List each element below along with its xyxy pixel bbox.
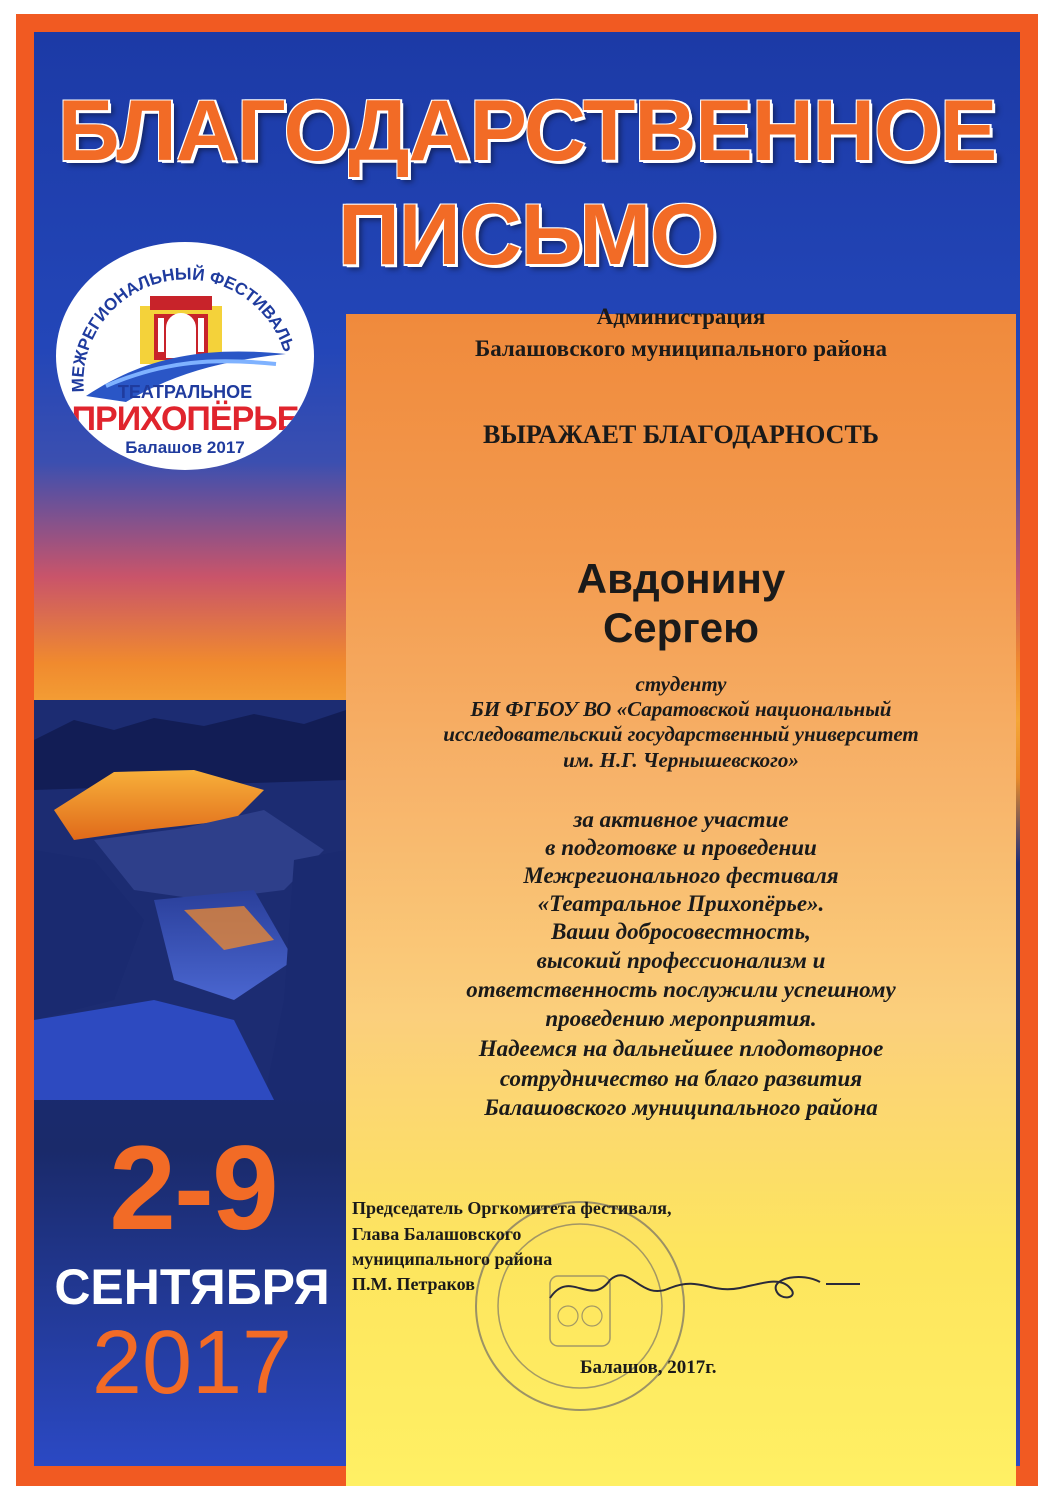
body-line: Ваши добросовестность, [551,919,811,944]
affiliation-line: им. Н.Г. Чернышевского» [563,748,799,772]
body-line: «Театральное Прихопёрье». [537,891,825,916]
festival-logo [56,242,314,470]
body-line: сотрудничество на благо развития [499,1066,863,1091]
body-line: ответственность послужили успешному [466,977,896,1002]
affiliation-line: БИ ФГБОУ ВО «Саратовской национальный [470,697,892,721]
logo-line2: ПРИХОПЁРЬЕ [71,400,299,438]
affiliation-line: исследовательский государственный университет [443,722,919,746]
body-line: Балашовского муниципального района [484,1095,878,1120]
org-line1: Администрация [596,304,766,329]
body-line: за активное участие [573,807,789,832]
date-month: СЕНТЯБРЯ [54,1259,330,1315]
recipient-first-name: Сергею [602,604,760,651]
org-line2: Балашовского муниципального района [474,336,887,361]
signature-line: муниципального района [352,1249,553,1269]
logo-line1: ТЕАТРАЛЬНОЕ [117,382,253,402]
signature-line: Председатель Оргкомитета фестиваля, [352,1198,672,1218]
body-line: Надеемся на дальнейшее плодотворное [478,1036,884,1061]
signatory-name: П.М. Петраков [352,1274,475,1294]
place-date: Балашов, 2017г. [580,1357,717,1378]
logo-arc-label: МЕЖРЕГИОНАЛЬНЫЙ ФЕСТИВАЛЬ [68,264,299,393]
signature-scribble [540,1258,870,1318]
signature-line: Глава Балашовского [352,1224,522,1244]
landscape-image [34,700,346,1100]
title-line1: БЛАГОДАРСТВЕННОЕ [57,83,997,179]
body-line: проведению мероприятия. [545,1006,817,1031]
recipient-surname: Авдонину [576,555,786,602]
body-line: в подготовке и проведении [545,835,817,860]
logo-line3: Балашов 2017 [125,438,245,457]
title-line2: ПИСЬМО [338,187,716,283]
expresses-gratitude: ВЫРАЖАЕТ БЛАГОДАРНОСТЬ [482,420,879,449]
body-line: высокий профессионализм и [536,948,826,973]
date-year: 2017 [91,1313,293,1413]
date-range: 2-9 [109,1121,277,1255]
body-line: Межрегионального фестиваля [523,863,839,888]
affiliation-line: студенту [635,672,727,696]
